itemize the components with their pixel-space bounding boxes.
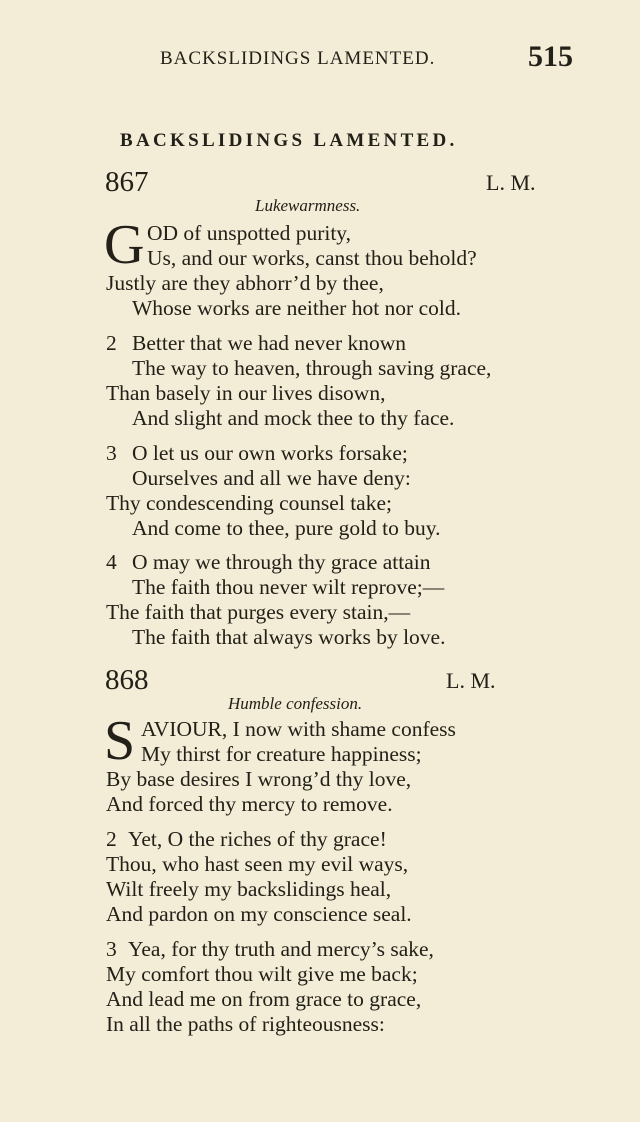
verse-line: Yet, O the riches of thy grace! <box>128 827 387 851</box>
drop-cap: G <box>104 214 145 276</box>
verse-line: The faith that purges every stain,— <box>106 600 411 624</box>
verse-line: Yea, for thy truth and mercy’s sake, <box>128 937 434 961</box>
drop-cap: S <box>104 710 136 772</box>
page-number: 515 <box>528 40 573 73</box>
hymn-subtitle: Humble confession. <box>228 694 363 713</box>
hymn-meter: L. M. <box>446 668 496 693</box>
verse-line: The faith thou never wilt reprove;— <box>132 575 445 599</box>
verse-line: And come to thee, pure gold to buy. <box>132 516 441 540</box>
verse-line: Ourselves and all we have deny: <box>132 466 411 490</box>
verse-line: The faith that always works by love. <box>132 625 446 649</box>
verse-number: 2 <box>106 827 117 851</box>
hymn-number: 868 <box>105 664 149 696</box>
verse-line: And slight and mock thee to thy face. <box>132 406 455 430</box>
verse-line: Thy condescending counsel take; <box>106 491 392 515</box>
verse-line: By base desires I wrong’d thy love, <box>106 767 412 791</box>
verse-line: In all the paths of righteousness: <box>106 1012 385 1036</box>
verse-line: And lead me on from grace to grace, <box>106 987 422 1011</box>
verse-line: OD of unspotted purity, <box>147 221 352 245</box>
verse-line: And forced thy mercy to remove. <box>106 792 393 816</box>
running-header-title: BACKSLIDINGS LAMENTED. <box>160 48 436 69</box>
verse-number: 3 <box>106 937 117 961</box>
verse-line: Thou, who hast seen my evil ways, <box>106 852 409 876</box>
verse-line: Than basely in our lives disown, <box>106 381 386 405</box>
verse-line: Better that we had never known <box>132 331 407 355</box>
verse-number: 2 <box>106 331 117 355</box>
verse-line: AVIOUR, I now with shame confess <box>141 717 456 741</box>
verse-line: Us, and our works, canst thou behold? <box>147 246 477 270</box>
verse-line: Whose works are neither hot nor cold. <box>132 296 461 320</box>
hymn-meter: L. M. <box>486 170 536 195</box>
verse-line: Wilt freely my backslidings heal, <box>106 877 392 901</box>
verse-line: O may we through thy grace attain <box>132 550 431 574</box>
verse-line: O let us our own works forsake; <box>132 441 408 465</box>
verse-line: Justly are they abhorr’d by thee, <box>106 271 384 295</box>
verse-number: 4 <box>106 550 117 574</box>
verse-line: And pardon on my conscience seal. <box>106 902 412 926</box>
verse-line: My comfort thou wilt give me back; <box>106 962 418 986</box>
verse-line: My thirst for creature happiness; <box>141 742 422 766</box>
hymn-number: 867 <box>105 166 149 198</box>
hymn-subtitle: Lukewarmness. <box>255 196 361 215</box>
section-title: BACKSLIDINGS LAMENTED. <box>120 130 458 151</box>
verse-line: The way to heaven, through saving grace, <box>132 356 492 380</box>
verse-number: 3 <box>106 441 117 465</box>
